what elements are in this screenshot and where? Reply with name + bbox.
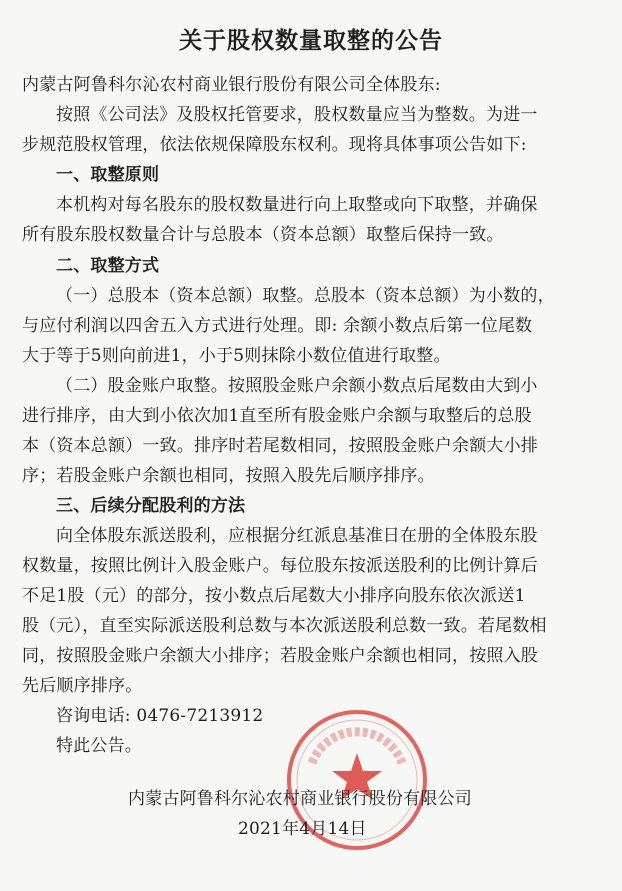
section-line: 同，按照股金账户余额大小排序；若股金账户余额也相同，按照入股 bbox=[22, 646, 538, 666]
intro-line: 按照《公司法》及股权托管要求，股权数量应当为整数。为进一 bbox=[56, 105, 538, 125]
section-line: 所有股东股权数量合计与总股本（资本总额）取整后保持一致。 bbox=[22, 225, 504, 245]
section-line: 权数量，按照比例计入股金账户。每位股东按派送股利的比例计算后 bbox=[22, 556, 538, 576]
section-line: 与应付利润以四舍五入方式进行处理。即: 余额小数点后第一位尾数 bbox=[22, 316, 533, 336]
section-line: 不足1股（元）的部分，按小数点后尾数大小排序向股东依次派送1 bbox=[22, 586, 526, 606]
section-line: 本（资本总额）一致。排序时若尾数相同，按照股金账户余额大小排 bbox=[22, 436, 538, 456]
section-line: 股（元），直至实际派送股利总数与本次派送股利总数一致。若尾数相 bbox=[22, 616, 547, 636]
intro-line: 步规范股权管理，依法依规保障股东权利。现将具体事项公告如下: bbox=[22, 135, 527, 155]
section-heading-method: 二、取整方式 bbox=[56, 256, 160, 276]
section-line: 向全体股东派送股利，应根据分红派息基准日在册的全体股东股 bbox=[56, 526, 538, 546]
section-line: 进行排序，由大到小依次加1直至所有股金账户余额与取整后的总股 bbox=[22, 406, 532, 426]
section-line: 先后顺序排序。 bbox=[22, 676, 143, 696]
section-line: 大于等于5则向前进1，小于5则抹除小数位值进行取整。 bbox=[22, 346, 451, 366]
section-line: （一）总股本（资本总额）取整。总股本（资本总额）为小数的， bbox=[56, 286, 555, 306]
closing-remark: 特此公告。 bbox=[56, 736, 142, 756]
section-line: 序；若股金账户余额也相同，按照入股先后顺序排序。 bbox=[22, 466, 435, 486]
section-heading-dividend: 三、后续分配股利的方法 bbox=[56, 496, 246, 516]
signature-date: 2021年4月14日 bbox=[238, 819, 367, 839]
notice-title: 关于股权数量取整的公告 bbox=[179, 27, 443, 54]
section-line: 本机构对每名股东的股权数量进行向上取整或向下取整，并确保 bbox=[56, 195, 538, 215]
contact-phone: 咨询电话: 0476-7213912 bbox=[56, 706, 264, 726]
section-line: （二）股金账户取整。按照股金账户余额小数点后尾数由大到小 bbox=[56, 376, 538, 396]
salutation: 内蒙古阿鲁科尔沁农村商业银行股份有限公司全体股东: bbox=[22, 75, 441, 95]
section-heading-principle: 一、取整原则 bbox=[56, 165, 160, 185]
signature-organization: 内蒙古阿鲁科尔沁农村商业银行股份有限公司 bbox=[128, 789, 472, 809]
